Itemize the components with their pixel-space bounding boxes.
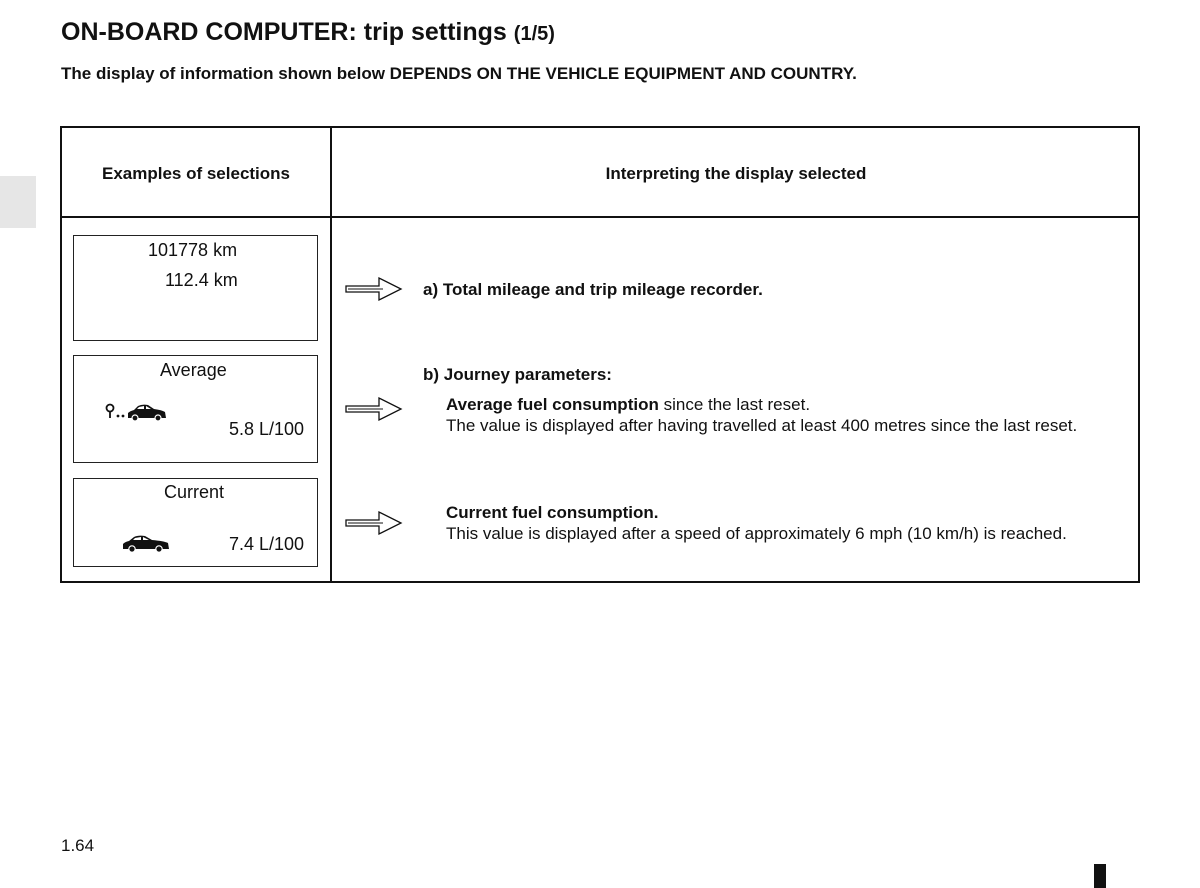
- description-journey-parameters: b) Journey parameters:: [423, 365, 612, 384]
- double-line-arrow-icon: [345, 510, 403, 536]
- total-mileage-value: 101778 km: [148, 240, 238, 260]
- current-consumption-value: 7.4 L/100: [229, 534, 305, 554]
- current-label: Current: [164, 482, 225, 502]
- average-consumption-heading: Average fuel consumption: [446, 395, 659, 414]
- page-title-part: (1/5): [513, 23, 555, 45]
- average-label: Average: [160, 360, 227, 380]
- column-divider: [330, 128, 332, 581]
- double-line-arrow-icon: [345, 276, 403, 302]
- column-header-interpretation: Interpreting the display selected: [605, 164, 867, 183]
- car-icon: [121, 534, 171, 559]
- header-divider: [62, 216, 1138, 218]
- description-total-mileage: a) Total mileage and trip mileage recorder.: [423, 280, 763, 299]
- trip-settings-table: [60, 126, 1140, 583]
- average-consumption-note: The value is displayed after having travelled at least 400 metres since the last reset.: [446, 416, 1078, 435]
- display-example-current: [73, 478, 318, 567]
- current-consumption-heading: Current fuel consumption.: [446, 503, 659, 522]
- page-title-text: ON-BOARD COMPUTER: trip settings: [61, 18, 507, 46]
- side-chapter-tab: [0, 176, 36, 228]
- display-example-average: [73, 355, 318, 463]
- description-current-consumption: [446, 502, 1146, 544]
- page-edge-marker: [1094, 864, 1106, 888]
- car-with-journey-dots-icon: [104, 403, 168, 428]
- trip-mileage-value: 112.4 km: [165, 270, 238, 290]
- current-consumption-note: This value is displayed after a speed of approximately 6 mph (10 km/h) is reached.: [446, 524, 1067, 543]
- average-consumption-value: 5.8 L/100: [229, 419, 305, 439]
- page-title: [61, 18, 555, 47]
- description-average-consumption: [446, 394, 1134, 436]
- double-line-arrow-icon: [345, 396, 403, 422]
- display-example-mileage: [73, 235, 318, 341]
- column-header-examples: Examples of selections: [101, 164, 291, 183]
- page-number: 1.64: [61, 836, 95, 855]
- average-consumption-since-reset: since the last reset.: [658, 395, 811, 414]
- page-subtitle: The display of information shown below DEPENDS ON THE VEHICLE EQUIPMENT AND COUNTRY.: [61, 64, 857, 83]
